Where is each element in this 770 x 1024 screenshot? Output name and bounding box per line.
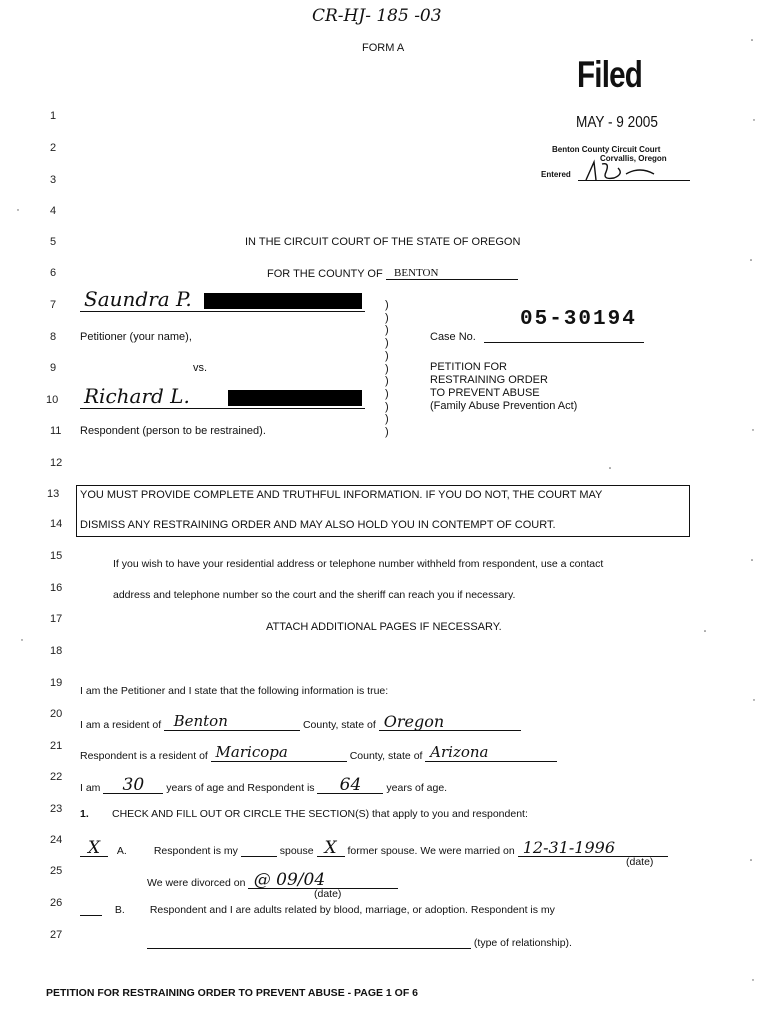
line-number: 12 (50, 457, 63, 469)
option-b-text: Respondent and I are adults related by blood, marriage, or adoption. Respondent is my (149, 904, 555, 916)
option-b-label: B. (114, 904, 125, 916)
line-number: 5 (50, 236, 57, 248)
spouse-label: spouse (279, 845, 314, 857)
line-number: 13 (47, 488, 60, 500)
handwritten-case-reference: CR-HJ- 185 -03 (312, 6, 442, 26)
line-number: 7 (50, 299, 57, 311)
county-label: FOR THE COUNTY OF (267, 268, 383, 280)
warning-line: DISMISS ANY RESTRAINING ORDER AND MAY ALSO HOLD YOU IN CONTEMPT OF COURT. (80, 519, 556, 531)
county-value-text: BENTON (394, 267, 439, 279)
line-number: 6 (50, 267, 57, 279)
line-number: 3 (50, 174, 57, 186)
line-number: 20 (50, 708, 63, 720)
instruction-line: address and telephone number so the court and the sheriff can reach you if necessary. (113, 589, 516, 601)
divorced-date: @ 09/04 (253, 870, 326, 890)
line-number: 19 (50, 677, 63, 689)
married-date-caption: (date) (626, 856, 654, 868)
divorced-date-caption: (date) (314, 888, 342, 900)
line-number: 24 (50, 834, 63, 846)
resident-label: I am a resident of (80, 719, 162, 731)
option-a-label: A. (116, 845, 127, 857)
section-number: 1. (80, 808, 89, 820)
line-number: 22 (50, 771, 63, 783)
line-number: 10 (46, 394, 59, 406)
line-number: 11 (50, 425, 62, 437)
respondent-label: Respondent (person to be restrained). (80, 425, 266, 437)
respondent-county: Maricopa (215, 743, 288, 761)
line-number: 8 (50, 331, 57, 343)
filed-stamp-city: Corvallis, Oregon (600, 154, 667, 163)
option-a-mark: X (87, 838, 101, 858)
former-spouse-mark: X (324, 838, 337, 858)
county-state-label: County, state of (349, 750, 423, 762)
instruction-line: If you wish to have your residential address or telephone number withheld from respondent, use a contact (113, 558, 604, 570)
line-number: 25 (50, 865, 63, 877)
petitioner-county: Benton (173, 712, 228, 730)
filed-stamp-date: MAY - 9 2005 (576, 114, 658, 131)
vs-label: vs. (193, 362, 208, 374)
petition-title-line: TO PREVENT ABUSE (430, 387, 540, 399)
age-mid-label: years of age and Respondent is (166, 782, 315, 794)
relationship-caption: (type of relationship). (473, 937, 572, 949)
married-date: 12-31-1996 (522, 838, 615, 857)
line-number: 16 (50, 582, 63, 594)
respondent-age: 64 (339, 775, 362, 795)
respondent-state: Arizona (430, 743, 489, 761)
section-text: CHECK AND FILL OUT OR CIRCLE THE SECTION(S) that apply to you and respondent: (112, 808, 528, 820)
line-number: 1 (50, 110, 57, 122)
filed-stamp-entered-label: Entered (541, 170, 571, 179)
line-number: 26 (50, 897, 63, 909)
i-am-label: I am (80, 782, 101, 794)
page-footer: PETITION FOR RESTRAINING ORDER TO PREVENT ABUSE - PAGE 1 OF 6 (46, 987, 419, 999)
county-state-label: County, state of (302, 719, 376, 731)
line-number: 2 (50, 142, 57, 154)
divorced-label: We were divorced on (147, 877, 246, 889)
court-title: IN THE CIRCUIT COURT OF THE STATE OF OREGON (245, 236, 521, 248)
attach-pages-notice: ATTACH ADDITIONAL PAGES IF NECESSARY. (266, 621, 502, 633)
line-number: 17 (50, 613, 63, 625)
case-no-value: 05-30194 (520, 308, 637, 331)
warning-line: YOU MUST PROVIDE COMPLETE AND TRUTHFUL INFORMATION. IF YOU DO NOT, THE COURT MAY (80, 489, 603, 501)
line-number: 18 (50, 645, 63, 657)
former-spouse-text: former spouse. We were married on (347, 845, 515, 857)
resp-resident-label: Respondent is a resident of (80, 750, 208, 762)
respondent-name: Richard L. (84, 384, 190, 408)
form-label: FORM A (362, 42, 405, 54)
line-number: 4 (50, 205, 57, 217)
line-number: 21 (50, 740, 63, 752)
petitioner-age: 30 (122, 775, 145, 795)
petition-title-line: (Family Abuse Prevention Act) (430, 400, 578, 412)
line-number: 14 (50, 518, 63, 530)
line-number: 27 (50, 929, 63, 941)
petitioner-statement: I am the Petitioner and I state that the following information is true: (80, 685, 389, 697)
line-number: 9 (50, 362, 57, 374)
petitioner-state: Oregon (383, 712, 445, 731)
filed-stamp-court: Benton County Circuit Court (552, 145, 661, 154)
age-end-label: years of age. (386, 782, 448, 794)
petition-title-line: RESTRAINING ORDER (430, 374, 548, 386)
petitioner-label: Petitioner (your name), (80, 331, 192, 343)
petitioner-name: Saundra P. (84, 287, 192, 311)
option-a-text: Respondent is my (153, 845, 238, 857)
petition-title-line: PETITION FOR (430, 361, 507, 373)
line-number: 23 (50, 803, 63, 815)
case-no-label: Case No. (430, 331, 476, 343)
line-number: 15 (50, 550, 63, 562)
filed-stamp-title: Filed (577, 54, 643, 95)
caption-bracket: ) ) ) ) ) ) ) ) ) ) ) (385, 299, 389, 439)
